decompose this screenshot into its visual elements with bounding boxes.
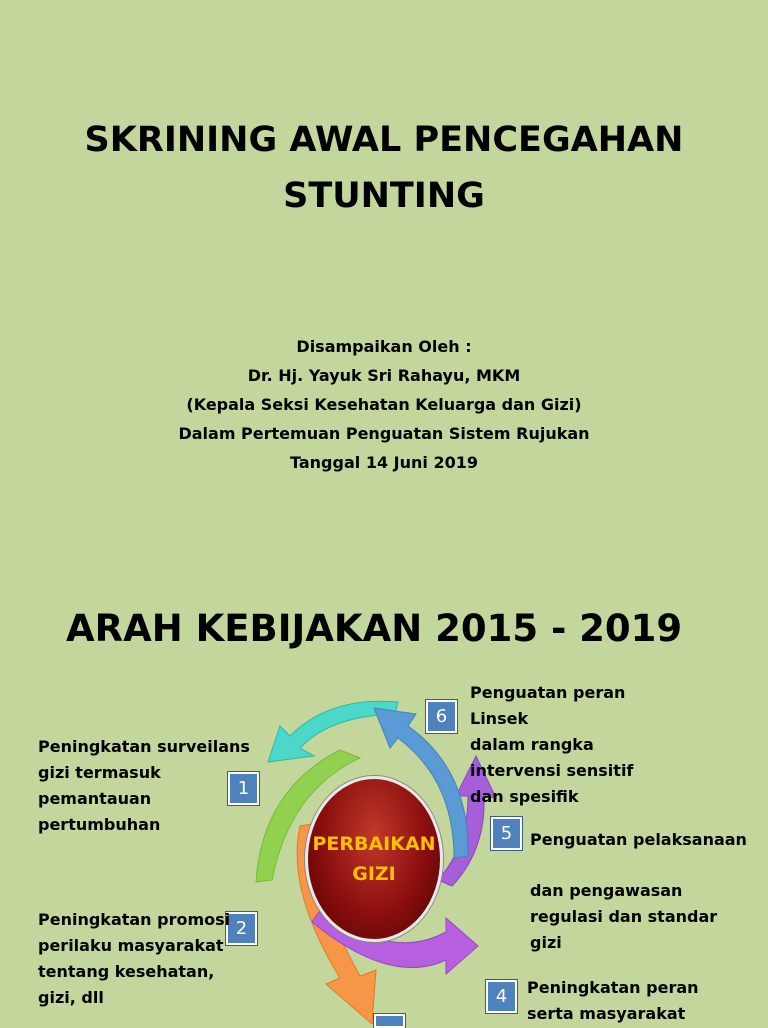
presenter-line: Dalam Pertemuan Penguatan Sistem Rujukan bbox=[178, 424, 590, 443]
slide-title-line-1: SKRINING AWAL PENCEGAHAN bbox=[84, 120, 684, 160]
hub-label-line-1: PERBAIKAN bbox=[312, 833, 436, 855]
item-6-text bbox=[470, 680, 633, 810]
number-badge-3 bbox=[374, 1014, 405, 1028]
item-2-line: tentang kesehatan, bbox=[38, 962, 215, 981]
item-5-line: gizi bbox=[530, 933, 562, 952]
policy-heading: ARAH KEBIJAKAN 2015 - 2019 bbox=[66, 607, 683, 650]
number-badge-5: 5 bbox=[491, 817, 522, 850]
presenter-line: Tanggal 14 Juni 2019 bbox=[290, 453, 478, 472]
item-1-line: pemantauan bbox=[38, 789, 152, 808]
item-5-text bbox=[530, 878, 717, 956]
presenter-line: (Kepala Seksi Kesehatan Keluarga dan Gizi) bbox=[186, 395, 582, 414]
item-5-line: Penguatan pelaksanaan bbox=[530, 830, 747, 849]
item-6-line: dan spesifik bbox=[470, 787, 579, 806]
item-5-line: dan pengawasan bbox=[530, 881, 683, 900]
item-5-line: regulasi dan standar bbox=[530, 907, 718, 926]
item-4-line: Peningkatan peran bbox=[527, 978, 699, 997]
hub-label-line-2: GIZI bbox=[352, 863, 396, 885]
item-1-line: gizi termasuk bbox=[38, 763, 161, 782]
number-badge-6: 6 bbox=[426, 700, 457, 733]
number-badge-2: 2 bbox=[226, 912, 257, 945]
item-6-line: Penguatan peran bbox=[470, 683, 626, 702]
slide-title-line-2: STUNTING bbox=[283, 176, 485, 216]
item-6-line: intervensi sensitif bbox=[470, 761, 634, 780]
hub-ellipse bbox=[305, 776, 443, 942]
item-2-text bbox=[38, 907, 230, 1011]
number-badge-4: 4 bbox=[486, 980, 517, 1013]
item-1-line: Peningkatan surveilans bbox=[38, 737, 250, 756]
item-1-text bbox=[38, 734, 250, 838]
item-2-line: gizi, dll bbox=[38, 988, 104, 1007]
presenter-line: Dr. Hj. Yayuk Sri Rahayu, MKM bbox=[247, 366, 521, 385]
item-4-line: serta masyarakat bbox=[527, 1004, 686, 1023]
item-6-line: Linsek bbox=[470, 709, 529, 728]
item-2-line: Peningkatan promosi bbox=[38, 910, 231, 929]
item-1-line: pertumbuhan bbox=[38, 815, 161, 834]
policy-slide bbox=[0, 590, 768, 1024]
slide-title bbox=[0, 112, 768, 224]
presenter-info bbox=[0, 332, 768, 477]
item-4-text bbox=[527, 975, 699, 1027]
item-6-line: dalam rangka bbox=[470, 735, 594, 754]
item-2-line: perilaku masyarakat bbox=[38, 936, 224, 955]
number-badge-1: 1 bbox=[228, 772, 259, 805]
presenter-line: Disampaikan Oleh : bbox=[296, 337, 472, 356]
